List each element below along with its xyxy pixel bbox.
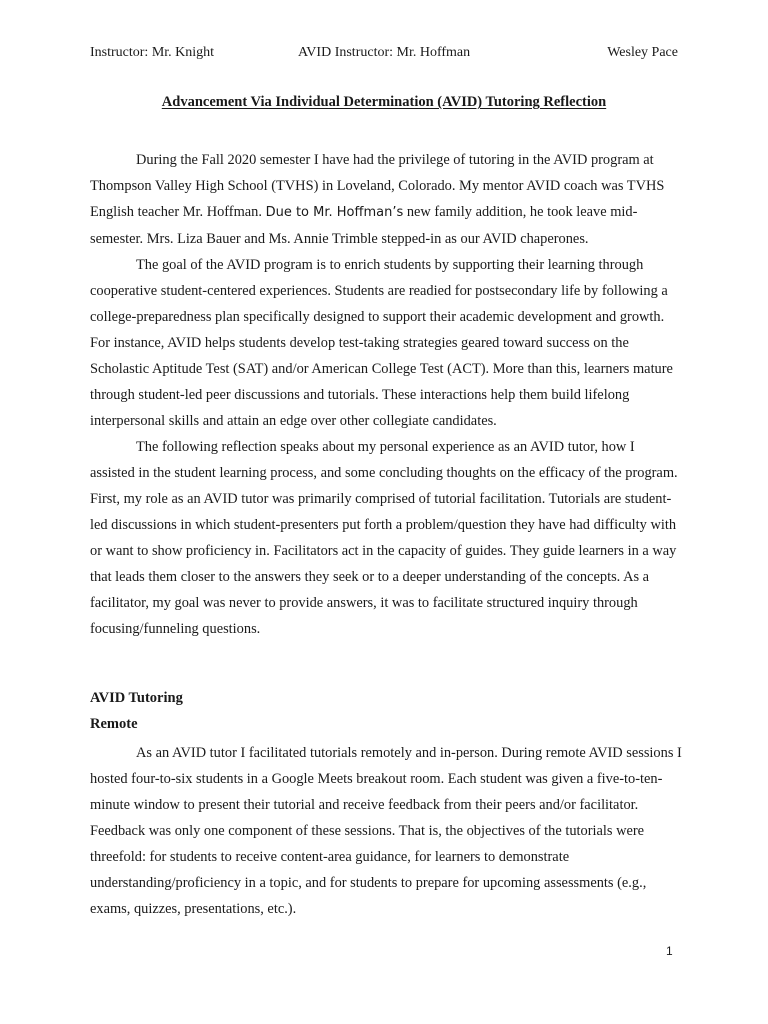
- header-avid-instructor: AVID Instructor: Mr. Hoffman: [298, 45, 471, 60]
- paragraph-1-part-b: Due to Mr. Hoffman’s: [265, 205, 404, 220]
- page-header: [90, 45, 680, 65]
- body-remote: [90, 740, 682, 922]
- header-instructor: Instructor: Mr. Knight: [90, 45, 215, 60]
- page-number: 1: [666, 944, 673, 958]
- paragraph-4: As an AVID tutor I facilitated tutorials remotely and in-person. During remote AVID sessions I hosted four-to-six students in a Google Meets breakout room. Each student was given a five-to-ten-minute window to present their tutorial and receive feedback from their peers and/or facilitator. Feedback was only one component of these sessions. That is, the objectives of the tutorials were threefold: for students to receive content-area guidance, for learners to demonstrate understanding/proficiency in a topic, and for students to prepare for upcoming assessments (e.g., exams, quizzes, presentations, etc.).: [90, 745, 682, 917]
- header-author: Wesley Pace: [607, 45, 678, 60]
- paragraph-3: The following reflection speaks about my personal experience as an AVID tutor, how I assisted in the student learning process, and some concluding thoughts on the efficacy of the program. First, my role as an AVID tutor was primarily comprised of tutorial facilitation. Tutorials are student-led discussions in which student-presenters put forth a problem/question they have had difficulty with or want to show proficiency in. Facilitators act in the capacity of guides. They guide learners in a way that leads them closer to the answers they seek or to a deeper understanding of the concepts. As a facilitator, my goal was never to provide answers, it was to facilitate structured inquiry through focusing/funneling questions.: [90, 439, 678, 637]
- paragraph-1-part-c: new family addition, he took leave mid-semester. Mrs. Liza Bauer and Ms. Annie Trimble stepped-in as our AVID chaperones.: [90, 204, 638, 247]
- paragraph-1: [90, 147, 682, 252]
- section-heading-avid-tutoring: AVID Tutoring: [90, 690, 183, 706]
- subsection-heading-remote: Remote: [90, 716, 138, 732]
- paragraph-2: The goal of the AVID program is to enrich students by supporting their learning through cooperative student-centered experiences. Students are readied for postsecondary life by following a college-preparedness plan specifically designed to support their academic development and growth. For instance, AVID helps students develop test-taking strategies geared toward success on the Scholastic Aptitude Test (SAT) and/or American College Test (ACT). More than this, learners mature through student-led peer discussions and tutorials. These interactions help them build lifelong interpersonal skills and attain an edge over other collegiate candidates.: [90, 257, 673, 429]
- paragraph-1-part-a: During the Fall 2020 semester I have had the privilege of tutoring in the AVID program at Thompson Valley High School (TVHS) in Loveland, Colorado. My mentor AVID coach was TVHS English teacher Mr. Hoffman.: [90, 152, 665, 220]
- document-title: Advancement Via Individual Determination (AVID) Tutoring Reflection: [161, 94, 607, 110]
- body-intro: [90, 147, 682, 642]
